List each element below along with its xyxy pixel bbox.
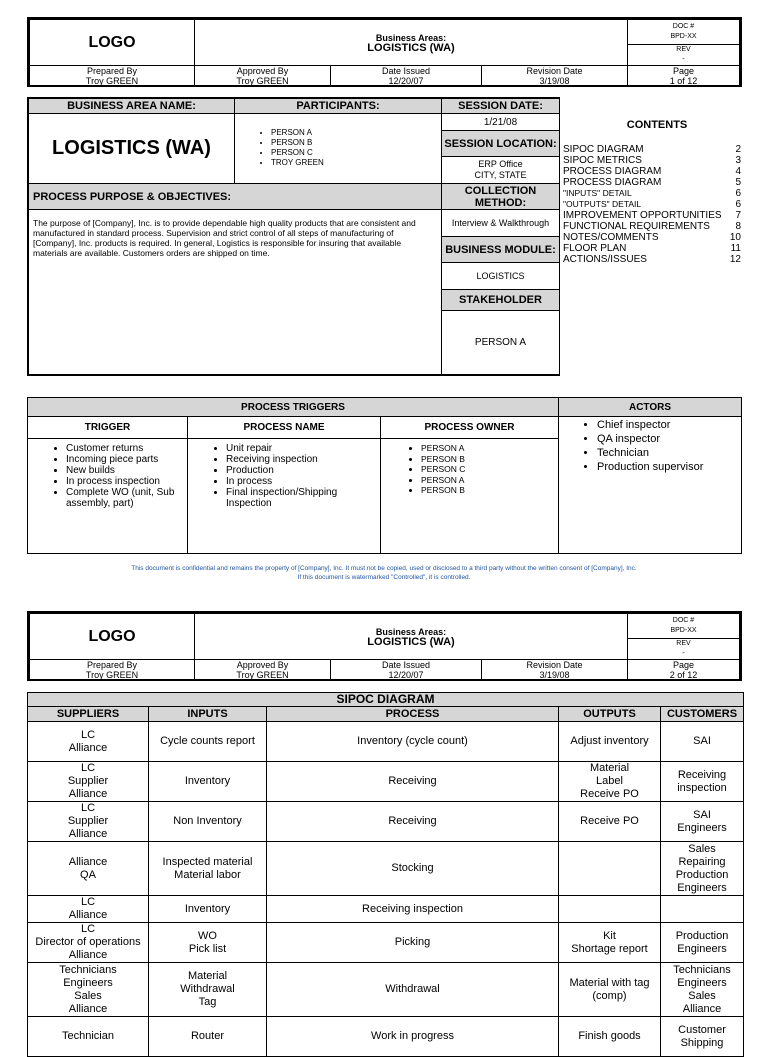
sipoc-cell-supplier: Alliance QA [28, 842, 149, 896]
revision-date-label: Revision Date [526, 660, 583, 670]
sipoc-cell-output [559, 896, 661, 923]
contents-item-label: "OUTPUTS" DETAIL [563, 199, 642, 209]
trigger-item: • Complete WO (unit, Sub assembly, part) [66, 487, 187, 509]
collection-method-label: COLLECTION METHOD: [442, 184, 560, 210]
business-area-name-value: LOGISTICS (WA) [29, 114, 235, 184]
process-owner-cell [381, 439, 559, 554]
page-number-cell [628, 660, 740, 681]
revision-date-cell [482, 660, 628, 681]
sipoc-cell-output: Kit Shortage report [559, 923, 661, 963]
process-owner-item: • PERSON A [421, 475, 558, 486]
trigger-item: • Incoming piece parts [66, 454, 187, 465]
participant-item: • PERSON B [271, 138, 441, 148]
sipoc-cell-input: Inventory [149, 762, 267, 802]
participants-list [253, 128, 441, 168]
participants-cell [235, 114, 442, 184]
process-triggers-section [27, 397, 742, 554]
process-name-item: • Final inspection/Shipping Inspection [226, 487, 380, 509]
approved-by-value: Troy GREEN [236, 670, 289, 680]
contents-item-page: 6 [735, 199, 741, 210]
process-owner-item: • PERSON B [421, 485, 558, 496]
actor-item: • QA inspector [597, 432, 741, 446]
participant-item: • PERSON A [271, 128, 441, 138]
process-name-cell [188, 439, 381, 554]
sipoc-row [28, 762, 744, 802]
session-location-label: SESSION LOCATION: [442, 131, 560, 157]
contents-item[interactable] [563, 166, 741, 177]
sipoc-cell-process: Receiving [267, 802, 559, 842]
sipoc-row [28, 963, 744, 1017]
doc-number-value: BPD-XX [670, 33, 697, 40]
sipoc-row [28, 722, 744, 762]
sipoc-cell-customer: Sales Repairing Production Engineers [661, 842, 744, 896]
sipoc-cell-supplier: LC Alliance [28, 896, 149, 923]
participant-item: • TROY GREEN [271, 158, 441, 168]
trigger-item: • In process inspection [66, 476, 187, 487]
doc-number-cell [628, 614, 740, 639]
contents-item[interactable] [563, 210, 741, 221]
rev-value: - [682, 650, 685, 657]
page-value: 2 of 12 [669, 670, 698, 680]
contents-panel [563, 120, 741, 265]
contents-item-label: FUNCTIONAL REQUIREMENTS [563, 221, 710, 232]
doc-number-value: BPD-XX [670, 627, 697, 634]
trigger-label: TRIGGER [28, 417, 188, 439]
sipoc-cell-supplier: Technician [28, 1017, 149, 1057]
sipoc-cell-process: Receiving [267, 762, 559, 802]
trigger-item: • New builds [66, 465, 187, 476]
confidential-line2: If this document is watermarked "Controlled", it is controlled. [297, 574, 471, 581]
actors-title: ACTORS [559, 398, 742, 417]
prepared-by-value: Troy GREEN [85, 670, 139, 680]
sipoc-cell-process: Inventory (cycle count) [267, 722, 559, 762]
business-area-value: LOGISTICS (WA) [367, 635, 455, 648]
process-name-item: • Receiving inspection [226, 454, 380, 465]
sipoc-cell-output: Receive PO [559, 802, 661, 842]
sipoc-row [28, 896, 744, 923]
process-triggers-title: PROCESS TRIGGERS [28, 398, 559, 417]
page-number-cell [628, 66, 740, 87]
sipoc-cell-customer: Receiving inspection [661, 762, 744, 802]
rev-label: REV [676, 640, 691, 647]
sipoc-cell-customer: Production Engineers [661, 923, 744, 963]
sipoc-cell-supplier: LC Supplier Alliance [28, 802, 149, 842]
contents-item[interactable] [563, 144, 741, 155]
approved-by-label: Approved By [236, 66, 289, 76]
sipoc-cell-input: WO Pick list [149, 923, 267, 963]
rev-cell [628, 639, 740, 660]
sipoc-title: SIPOC DIAGRAM [28, 693, 744, 707]
sipoc-cell-supplier: LC Director of operations Alliance [28, 923, 149, 963]
contents-item-page: 8 [735, 221, 741, 232]
contents-item-page: 5 [735, 177, 741, 188]
approved-by-label: Approved By [236, 660, 289, 670]
sipoc-cell-output: Material Label Receive PO [559, 762, 661, 802]
business-areas-label: Business Areas: [375, 32, 447, 43]
participants-label: PARTICIPANTS: [235, 99, 442, 114]
business-area-section [27, 97, 560, 376]
business-areas-cell [195, 20, 628, 66]
approved-by-cell [195, 66, 331, 87]
doc-number-label: DOC # [672, 23, 695, 30]
actor-item: • Production supervisor [597, 460, 741, 474]
process-owner-item: • PERSON A [421, 443, 558, 454]
contents-item[interactable] [563, 243, 741, 254]
sipoc-header-suppliers: SUPPLIERS [28, 707, 149, 722]
sipoc-cell-process: Picking [267, 923, 559, 963]
sipoc-row [28, 842, 744, 896]
prepared-by-value: Troy GREEN [85, 76, 139, 86]
stakeholder-value: PERSON A [442, 311, 560, 375]
session-location-line2: CITY, STATE [474, 170, 527, 180]
session-date-label: SESSION DATE: [442, 99, 560, 114]
contents-item-label: SIPOC DIAGRAM [563, 144, 644, 155]
sipoc-cell-output [559, 842, 661, 896]
contents-item-page: 2 [735, 144, 741, 155]
page-label: Page [672, 66, 695, 76]
process-owner-item: • PERSON B [421, 454, 558, 465]
contents-item-label: ACTIONS/ISSUES [563, 254, 647, 265]
participant-item: • PERSON C [271, 148, 441, 158]
trigger-item: • Customer returns [66, 443, 187, 454]
sipoc-cell-process: Stocking [267, 842, 559, 896]
revision-date-cell [482, 66, 628, 87]
approved-by-value: Troy GREEN [236, 76, 289, 86]
contents-item[interactable] [563, 221, 741, 232]
sipoc-cell-input: Router [149, 1017, 267, 1057]
process-name-item: • Unit repair [226, 443, 380, 454]
process-name-label: PROCESS NAME [188, 417, 381, 439]
actor-item: • Chief inspector [597, 418, 741, 432]
sipoc-cell-supplier: LC Supplier Alliance [28, 762, 149, 802]
process-owner-list [381, 443, 558, 496]
business-areas-cell [195, 614, 628, 660]
business-area-value: LOGISTICS (WA) [367, 41, 455, 54]
actors-list [559, 418, 741, 474]
actors-cell [559, 417, 742, 554]
sipoc-cell-process: Withdrawal [267, 963, 559, 1017]
contents-item-label: FLOOR PLAN [563, 243, 627, 254]
sipoc-row [28, 802, 744, 842]
session-location-cell [442, 157, 560, 184]
contents-item[interactable] [563, 155, 741, 166]
sipoc-cell-input: Non Inventory [149, 802, 267, 842]
sipoc-cell-input: Inspected material Material labor [149, 842, 267, 896]
contents-item-page: 11 [730, 243, 741, 254]
process-name-item: • Production [226, 465, 380, 476]
contents-item-page: 7 [735, 210, 741, 221]
contents-item-label: "INPUTS" DETAIL [563, 188, 632, 198]
sipoc-header-outputs: OUTPUTS [559, 707, 661, 722]
sipoc-cell-supplier: LC Alliance [28, 722, 149, 762]
sipoc-row [28, 1017, 744, 1057]
purpose-label: PROCESS PURPOSE & OBJECTIVES: [29, 184, 442, 210]
sipoc-cell-customer: Customer Shipping [661, 1017, 744, 1057]
contents-item-label: IMPROVEMENT OPPORTUNITIES [563, 210, 722, 221]
sipoc-cell-customer: SAI [661, 722, 744, 762]
page-header-2 [27, 611, 742, 681]
process-name-list [188, 443, 380, 509]
contents-item-page: 3 [735, 155, 741, 166]
date-issued-label: Date Issued [381, 66, 431, 76]
trigger-list [28, 443, 187, 509]
contents-item[interactable] [563, 199, 741, 210]
contents-item-label: NOTES/COMMENTS [563, 232, 659, 243]
date-issued-label: Date Issued [381, 660, 431, 670]
business-module-label: BUSINESS MODULE: [442, 237, 560, 263]
sipoc-header-process: PROCESS [267, 707, 559, 722]
business-areas-label: Business Areas: [375, 626, 447, 637]
sipoc-table [27, 692, 744, 1057]
sipoc-cell-supplier: Technicians Engineers Sales Alliance [28, 963, 149, 1017]
process-owner-item: • PERSON C [421, 464, 558, 475]
rev-value: - [682, 56, 685, 63]
page-label: Page [672, 660, 695, 670]
prepared-by-label: Prepared By [86, 66, 138, 76]
session-location-line1: ERP Office [478, 159, 523, 169]
revision-date-value: 3/19/08 [539, 670, 570, 680]
contents-item-label: PROCESS DIAGRAM [563, 166, 662, 177]
sipoc-section [27, 692, 743, 1057]
rev-cell [628, 45, 740, 66]
sipoc-cell-output: Finish goods [559, 1017, 661, 1057]
contents-item[interactable] [563, 254, 741, 265]
doc-number-cell [628, 20, 740, 45]
process-owner-label: PROCESS OWNER [381, 417, 559, 439]
prepared-by-label: Prepared By [86, 660, 138, 670]
page-value: 1 of 12 [669, 76, 698, 86]
actor-item: • Technician [597, 446, 741, 460]
logo: LOGO [30, 614, 195, 660]
date-issued-cell [331, 660, 482, 681]
sipoc-cell-customer: SAI Engineers [661, 802, 744, 842]
purpose-text: The purpose of [Company], Inc. is to provide dependable high quality products that are consistent and manufactured in standard process. Supervision and strict control of all steps of manufacturing of [Company], Inc. products is required. In general, Logistics is responsible for insuring that available materials are available. Customers orders are shipped on time. [29, 210, 442, 375]
process-name-item: • In process [226, 476, 380, 487]
stakeholder-label: STAKEHOLDER [442, 290, 560, 311]
revision-date-label: Revision Date [526, 66, 583, 76]
date-issued-cell [331, 66, 482, 87]
business-module-value: LOGISTICS [442, 263, 560, 290]
contents-item[interactable] [563, 177, 741, 188]
prepared-by-cell [30, 66, 195, 87]
date-issued-value: 12/20/07 [388, 76, 424, 86]
sipoc-cell-output: Adjust inventory [559, 722, 661, 762]
sipoc-header-customers: CUSTOMERS [661, 707, 744, 722]
revision-date-value: 3/19/08 [539, 76, 570, 86]
date-issued-value: 12/20/07 [388, 670, 424, 680]
prepared-by-cell [30, 660, 195, 681]
sipoc-row [28, 923, 744, 963]
sipoc-cell-process: Work in progress [267, 1017, 559, 1057]
business-area-name-label: BUSINESS AREA NAME: [29, 99, 235, 114]
doc-number-label: DOC # [672, 617, 695, 624]
collection-method-value: Interview & Walkthrough [442, 210, 560, 237]
confidential-line1: This document is confidential and remains the property of [Company], Inc. It must not be copied, used or disclosed to a third party without the written consent of [Company], Inc. [131, 565, 637, 572]
trigger-cell [28, 439, 188, 554]
confidential-notice [0, 564, 768, 582]
sipoc-cell-input: Cycle counts report [149, 722, 267, 762]
sipoc-cell-customer: Technicians Engineers Sales Alliance [661, 963, 744, 1017]
approved-by-cell [195, 660, 331, 681]
sipoc-cell-process: Receiving inspection [267, 896, 559, 923]
sipoc-header-inputs: INPUTS [149, 707, 267, 722]
contents-item-page: 4 [735, 166, 741, 177]
sipoc-cell-output: Material with tag (comp) [559, 963, 661, 1017]
contents-item-label: SIPOC METRICS [563, 155, 642, 166]
contents-item-page: 12 [729, 254, 741, 265]
logo: LOGO [30, 20, 195, 66]
rev-label: REV [676, 46, 691, 53]
sipoc-cell-input: Material Withdrawal Tag [149, 963, 267, 1017]
contents-item-page: 6 [735, 188, 741, 199]
sipoc-cell-input: Inventory [149, 896, 267, 923]
contents-item[interactable] [563, 232, 741, 243]
sipoc-cell-customer [661, 896, 744, 923]
page-header-1 [27, 17, 742, 87]
session-date-value: 1/21/08 [442, 114, 560, 131]
contents-item-page: 10 [729, 232, 741, 243]
contents-item[interactable] [563, 188, 741, 199]
contents-title: CONTENTS [626, 119, 688, 131]
contents-item-label: PROCESS DIAGRAM [563, 177, 662, 188]
